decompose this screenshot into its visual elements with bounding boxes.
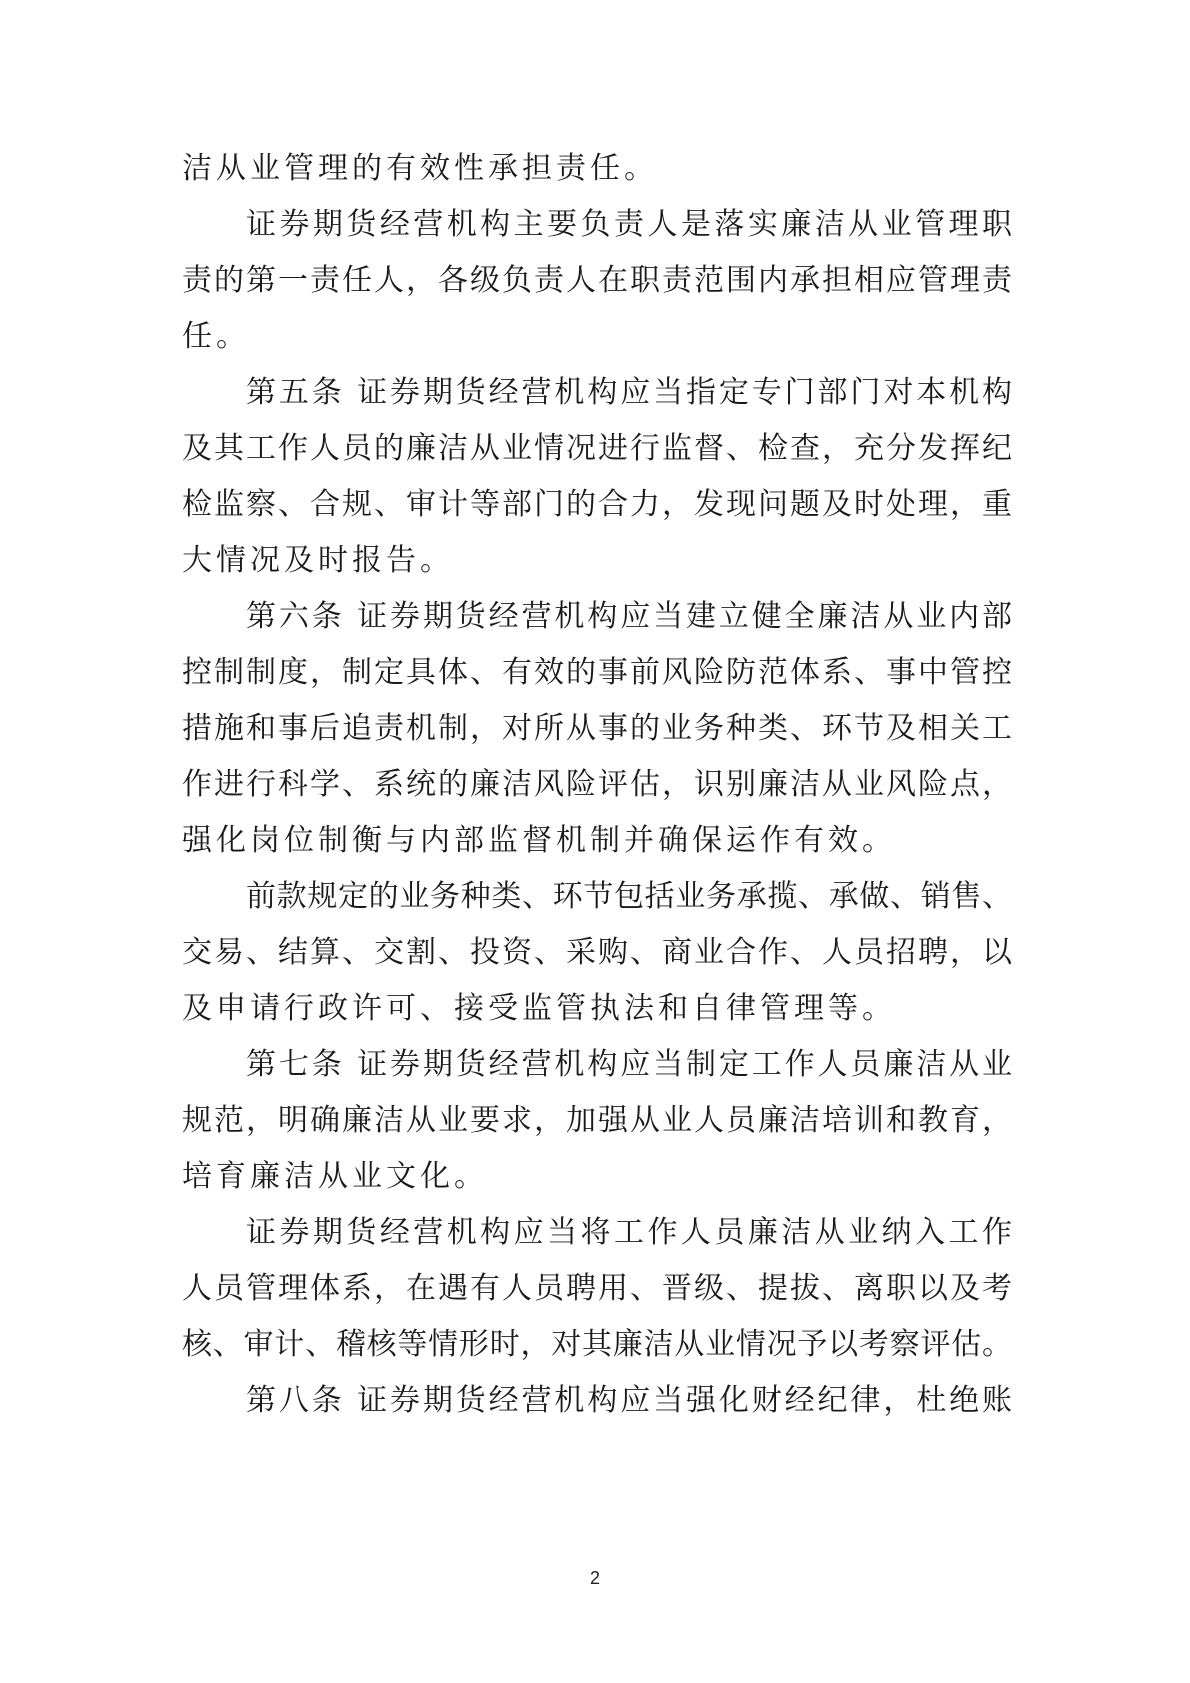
- text-line: 大情况及时报告。: [182, 543, 454, 578]
- article-5-heading-line: 第五条 证券期货经营机构应当指定专门部门对本机构: [246, 375, 1012, 410]
- text-line: 交易、结算、交割、投资、采购、商业合作、人员招聘，以: [182, 935, 1012, 970]
- text-line: 核、审计、稽核等情形时，对其廉洁从业情况予以考察评估。: [182, 1327, 1012, 1362]
- text-line: 前款规定的业务种类、环节包括业务承揽、承做、销售、: [246, 879, 1012, 914]
- text-line: 及其工作人员的廉洁从业情况进行监督、检查，充分发挥纪: [182, 431, 1012, 466]
- text-line: 检监察、合规、审计等部门的合力，发现问题及时处理，重: [182, 487, 1012, 522]
- text-line: 洁从业管理的有效性承担责任。: [182, 151, 658, 186]
- article-7-heading-line: 第七条 证券期货经营机构应当制定工作人员廉洁从业: [246, 1047, 1012, 1082]
- page-number: 2: [589, 1568, 600, 1588]
- text-line: 作进行科学、系统的廉洁风险评估，识别廉洁从业风险点，: [182, 767, 1012, 802]
- text-line: 控制制度，制定具体、有效的事前风险防范体系、事中管控: [182, 655, 1012, 690]
- text-line: 责的第一责任人，各级负责人在职责范围内承担相应管理责: [182, 263, 1012, 298]
- article-6-heading-line: 第六条 证券期货经营机构应当建立健全廉洁从业内部: [246, 599, 1012, 634]
- text-line: 培育廉洁从业文化。: [182, 1159, 488, 1194]
- text-line: 证券期货经营机构主要负责人是落实廉洁从业管理职: [246, 207, 1012, 242]
- text-line: 强化岗位制衡与内部监督机制并确保运作有效。: [182, 823, 896, 858]
- text-line: 任。: [182, 319, 250, 354]
- article-8-heading-line: 第八条 证券期货经营机构应当强化财经纪律，杜绝账: [246, 1383, 1012, 1418]
- text-line: 及申请行政许可、接受监管执法和自律管理等。: [182, 991, 896, 1026]
- text-line: 证券期货经营机构应当将工作人员廉洁从业纳入工作: [246, 1215, 1012, 1250]
- text-line: 措施和事后追责机制，对所从事的业务种类、环节及相关工: [182, 711, 1012, 746]
- text-line: 规范，明确廉洁从业要求，加强从业人员廉洁培训和教育，: [182, 1103, 1012, 1138]
- text-line: 人员管理体系，在遇有人员聘用、晋级、提拔、离职以及考: [182, 1271, 1012, 1306]
